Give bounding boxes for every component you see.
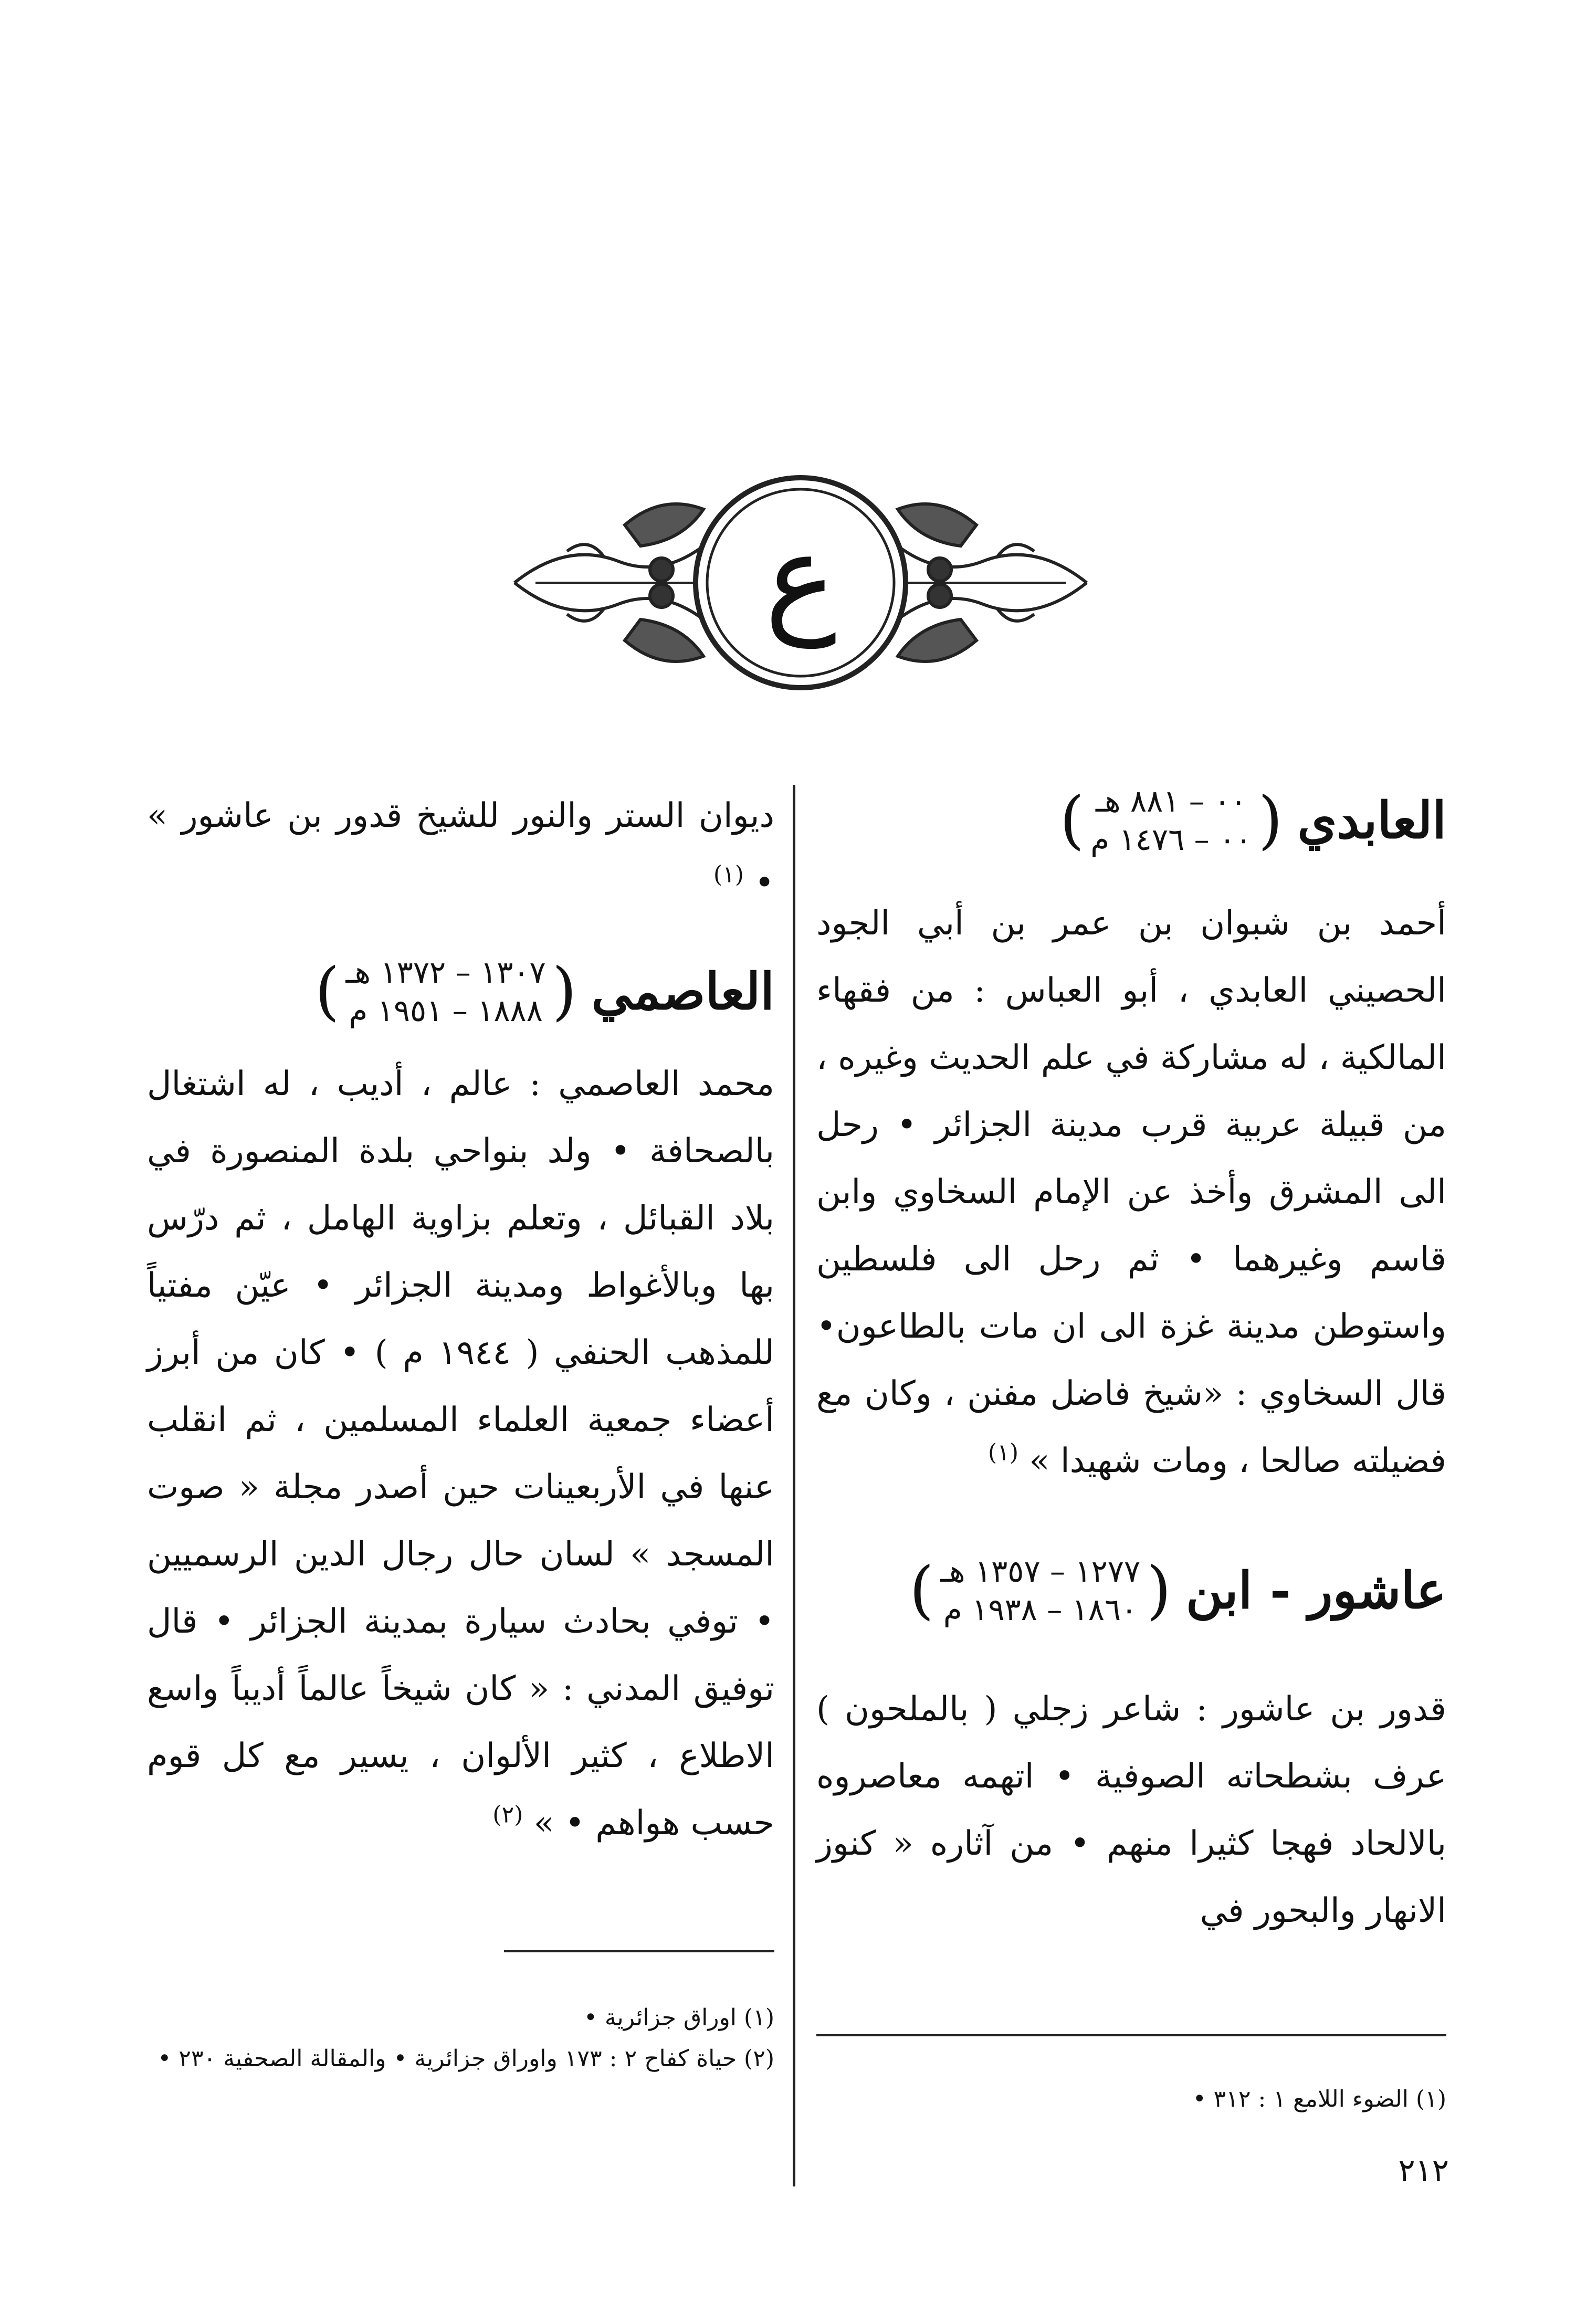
- arabesque-frame-icon: [504, 462, 1097, 703]
- hijri-date: ٠٠ – ٨٨١ هـ: [1096, 783, 1247, 819]
- footnotes-left: [147, 1997, 774, 2079]
- entry-name: عاشور - ابن: [1185, 1561, 1446, 1620]
- entry-body-ibn-ashour: قدور بن عاشور : شاعر زجلي ( بالملحون ) عرف بشطحاته الصوفية • اتهمه معاصروه بالالحاد فهجا كثيرا منهم • من آثاره « كنوز الانهار والبحور في: [816, 1690, 1446, 1930]
- footnote: (٢) حياة كفاح ٢ : ١٧٣ واوراق جزائرية • والمقالة الصحفية ٢٣٠ •: [157, 2045, 774, 2072]
- entry-heading-abidi: [816, 782, 1446, 858]
- ornament-letter: ع: [764, 508, 837, 648]
- footnote: (١) الضوء اللامع ١ : ٣١٢ •: [1192, 2086, 1446, 2112]
- footnote-ref: (١): [713, 861, 744, 888]
- page-number: ٢١٢: [1398, 2152, 1449, 2189]
- entry-dates: ( ١٣٠٧ – ١٣٧٢ هـ ١٨٨٨ – ١٩٥١ م ): [315, 953, 577, 1029]
- left-column: [147, 782, 774, 1857]
- hijri-date: ١٣٠٧ – ١٣٧٢ هـ: [345, 954, 546, 990]
- entry-name: العابدي: [1297, 791, 1446, 850]
- right-column: [816, 782, 1446, 1944]
- footnote: (١) اوراق جزائرية •: [583, 2004, 774, 2031]
- chapter-ornament: [504, 462, 1097, 703]
- entry-dates: ( ٠٠ – ٨٨١ هـ ٠٠ – ١٤٧٦ م ): [1059, 782, 1283, 858]
- entry-heading-ibn-ashour: [816, 1552, 1446, 1628]
- entry-heading-asimi: [147, 953, 774, 1029]
- gregorian-date: ٠٠ – ١٤٧٦ م: [1090, 821, 1252, 857]
- entry-name: العاصمي: [591, 962, 774, 1021]
- footnotes-right: [816, 2079, 1446, 2120]
- footnote-rule: [816, 2034, 1446, 2036]
- entry-dates: ( ١٢٧٧ – ١٣٥٧ هـ ١٨٦٠ – ١٩٣٨ م ): [909, 1552, 1171, 1628]
- entry-body-asimi: محمد العاصمي : عالم ، أديب ، له اشتغال بالصحافة • ولد بنواحي بلدة المنصورة في بلاد القبائل ، وتعلم بزاوية الهامل ، ثم درّس بها وبالأغواط ومدينة الجزائر • عيّن مفتياً للمذهب الحنفي ( ١٩٤٤ م ) • كان من أبرز أعضاء جمعية العلماء المسلمين ، ثم انقلب عنها في الأربعينات حين أصدر مجلة « صوت المسجد » لسان حال رجال الدين الرسميين • توفي بحادث سيارة بمدينة الجزائر • قال توفيق المدني : « كان شيخاً عالماً أديباً واسع الاطلاع ، كثير الألوان ، يسير مع كل قوم حسب هواهم • » $^{(٢)}$: [147, 1065, 775, 1843]
- column-divider: [793, 785, 795, 2186]
- footnote-ref: (١): [988, 1439, 1018, 1466]
- footnote-rule: [504, 1950, 774, 1952]
- footnote-ref: (٢): [492, 1801, 523, 1828]
- entry-body-abidi: أحمد بن شبوان بن عمر بن أبي الجود الحصيني العابدي ، أبو العباس : من فقهاء المالكية ، له مشاركة في علم الحديث وغيره ، من قبيلة عربية قرب مدينة الجزائر • رحل الى المشرق وأخذ عن الإمام السخاوي وابن قاسم وغيرهما • ثم رحل الى فلسطين واستوطن مدينة غزة الى ان مات بالطاعون• قال السخاوي : «شيخ فاضل مفنن ، وكان مع فضيلته صالحا ، ومات شهيدا » $^{(١)}$: [816, 904, 1446, 1480]
- hijri-date: ١٢٧٧ – ١٣٥٧ هـ: [940, 1553, 1141, 1589]
- gregorian-date: ١٨٦٠ – ١٩٣٨ م: [943, 1591, 1138, 1627]
- gregorian-date: ١٨٨٨ – ١٩٥١ م: [349, 992, 543, 1028]
- entry-continuation: ديوان الستر والنور للشيخ قدور بن عاشور » • $^{(١)}$: [147, 796, 774, 902]
